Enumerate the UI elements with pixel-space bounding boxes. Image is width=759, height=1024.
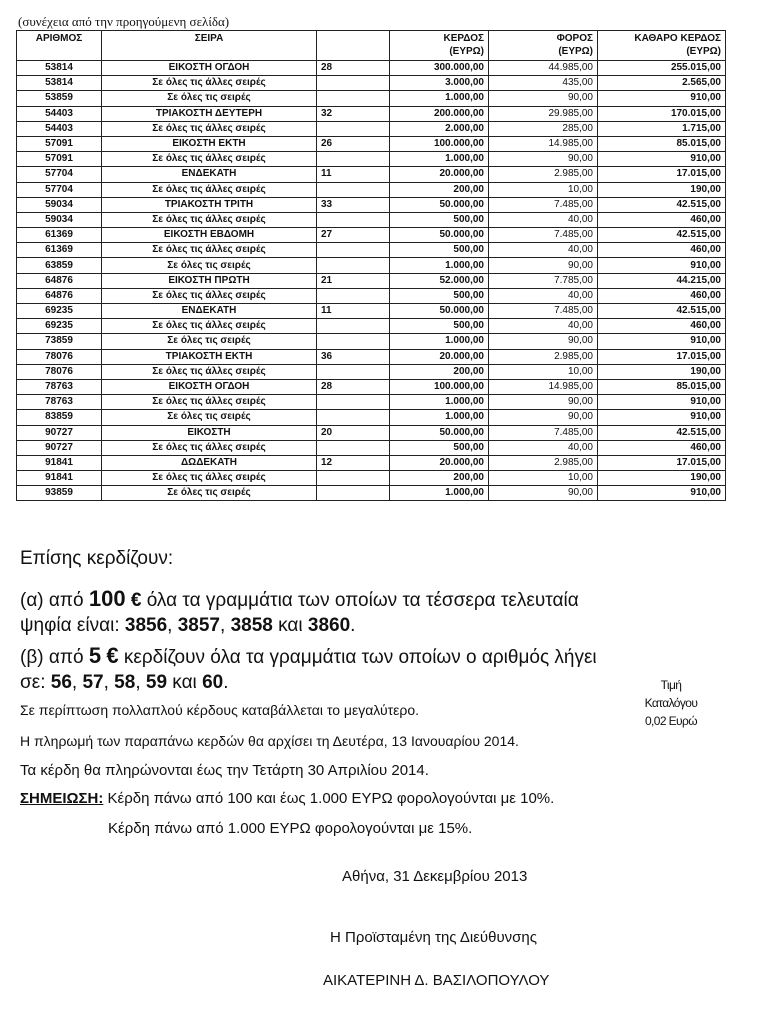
cell-number: 78076 — [17, 364, 102, 379]
cell-profit: 1.000,00 — [390, 395, 489, 410]
prize-a-end: . — [350, 615, 356, 636]
cell-net: 190,00 — [598, 182, 726, 197]
cell-net: 17.015,00 — [598, 349, 726, 364]
cell-tax: 14.985,00 — [489, 136, 598, 151]
cell-profit: 20.000,00 — [390, 349, 489, 364]
cell-series: ΕΙΚΟΣΤΗ ΕΒΔΟΜΗ — [102, 228, 317, 243]
cell-profit: 200,00 — [390, 182, 489, 197]
table-row — [17, 395, 726, 410]
cell-number: 64876 — [17, 288, 102, 303]
cell-series: ΕΙΚΟΣΤΗ — [102, 425, 317, 440]
cell-profit: 2.000,00 — [390, 121, 489, 136]
cell-net: 460,00 — [598, 440, 726, 455]
cell-number: 54403 — [17, 121, 102, 136]
cell-series: Σε όλες τις άλλες σειρές — [102, 319, 317, 334]
prize-b-n4: 59 — [145, 672, 168, 693]
table-row — [17, 243, 726, 258]
cell-series: ΔΩΔΕΚΑΤΗ — [102, 455, 317, 470]
tax-note-1-text: Κέρδη πάνω από 100 και έως 1.000 ΕΥΡΩ φορολογούνται με 10%. — [107, 790, 555, 807]
cell-series: ΕΝΔΕΚΑΤΗ — [102, 167, 317, 182]
cell-series-code: 27 — [317, 228, 390, 243]
cell-series-code: 12 — [317, 455, 390, 470]
cell-number: 61369 — [17, 243, 102, 258]
cell-number: 90727 — [17, 425, 102, 440]
cell-series-code — [317, 364, 390, 379]
cell-number: 57704 — [17, 182, 102, 197]
cell-tax: 40,00 — [489, 440, 598, 455]
cell-net: 910,00 — [598, 334, 726, 349]
cell-net: 17.015,00 — [598, 455, 726, 470]
prize-a-n3: 3858 — [230, 615, 273, 636]
cell-tax: 90,00 — [489, 395, 598, 410]
prize-a-n2: 3857 — [177, 615, 220, 636]
cell-tax: 10,00 — [489, 471, 598, 486]
prize-b-n3: 58 — [114, 672, 136, 693]
cell-tax: 7.785,00 — [489, 273, 598, 288]
table-row — [17, 455, 726, 470]
prize-b-n5: 60 — [202, 672, 224, 693]
continuation-note: (συνέχεια από την προηγούμενη σελίδα) — [18, 14, 230, 29]
cell-number: 59034 — [17, 197, 102, 212]
cell-series: ΕΙΚΟΣΤΗ ΠΡΩΤΗ — [102, 273, 317, 288]
tax-note-1 — [20, 790, 554, 807]
signer-title: Η Προϊσταμένη της Διεύθυνσης — [330, 929, 537, 946]
cell-net: 910,00 — [598, 486, 726, 501]
cell-net: 460,00 — [598, 319, 726, 334]
cell-net: 190,00 — [598, 471, 726, 486]
cell-tax: 2.985,00 — [489, 167, 598, 182]
cell-series-code: 21 — [317, 273, 390, 288]
cell-tax: 435,00 — [489, 76, 598, 91]
price-catalog-label: Καταλόγου — [644, 696, 698, 710]
prize-a-prefix: (α) από — [20, 590, 84, 611]
cell-profit: 1.000,00 — [390, 486, 489, 501]
cell-number: 53859 — [17, 91, 102, 106]
cell-tax: 90,00 — [489, 91, 598, 106]
cell-number: 90727 — [17, 440, 102, 455]
cell-series: Σε όλες τις σειρές — [102, 91, 317, 106]
header-tax — [489, 31, 598, 61]
cell-net: 910,00 — [598, 395, 726, 410]
cell-net: 170.015,00 — [598, 106, 726, 121]
cell-profit: 500,00 — [390, 288, 489, 303]
cell-series: Σε όλες τις άλλες σειρές — [102, 364, 317, 379]
cell-series-code — [317, 486, 390, 501]
cell-series-code — [317, 258, 390, 273]
cell-profit: 20.000,00 — [390, 167, 489, 182]
header-net-l1: ΚΑΘΑΡΟ ΚΕΡΔΟΣ — [634, 33, 721, 44]
cell-tax: 2.985,00 — [489, 349, 598, 364]
cell-number: 91841 — [17, 455, 102, 470]
cell-tax: 285,00 — [489, 121, 598, 136]
cell-series-code — [317, 121, 390, 136]
header-profit — [390, 31, 489, 61]
table-row — [17, 304, 726, 319]
cell-profit: 500,00 — [390, 212, 489, 227]
cell-series-code — [317, 410, 390, 425]
cell-tax: 40,00 — [489, 288, 598, 303]
cell-net: 460,00 — [598, 288, 726, 303]
cell-number: 64876 — [17, 273, 102, 288]
cell-tax: 2.985,00 — [489, 455, 598, 470]
cell-tax: 29.985,00 — [489, 106, 598, 121]
cell-profit: 500,00 — [390, 243, 489, 258]
table-row — [17, 152, 726, 167]
cell-series-code: 11 — [317, 167, 390, 182]
table-row — [17, 121, 726, 136]
cell-net: 910,00 — [598, 410, 726, 425]
table-row — [17, 228, 726, 243]
cell-tax: 90,00 — [489, 334, 598, 349]
table-row — [17, 440, 726, 455]
cell-series: ΤΡΙΑΚΟΣΤΗ ΕΚΤΗ — [102, 349, 317, 364]
results-table — [16, 30, 726, 501]
prize-b-n2: 57 — [82, 672, 104, 693]
table-row — [17, 486, 726, 501]
cell-profit: 500,00 — [390, 440, 489, 455]
cell-series: Σε όλες τις σειρές — [102, 486, 317, 501]
cell-profit: 300.000,00 — [390, 61, 489, 76]
cell-series-code — [317, 319, 390, 334]
cell-tax: 90,00 — [489, 258, 598, 273]
table-row — [17, 106, 726, 121]
cell-series-code — [317, 334, 390, 349]
cell-profit: 1.000,00 — [390, 410, 489, 425]
cell-net: 42.515,00 — [598, 228, 726, 243]
cell-series: ΤΡΙΑΚΟΣΤΗ ΤΡΙΤΗ — [102, 197, 317, 212]
cell-tax: 10,00 — [489, 182, 598, 197]
header-number: ΑΡΙΘΜΟΣ — [17, 31, 102, 61]
cell-number: 53814 — [17, 61, 102, 76]
cell-series-code: 20 — [317, 425, 390, 440]
cell-series: ΕΙΚΟΣΤΗ ΟΓΔΟΗ — [102, 379, 317, 394]
cell-series-code: 33 — [317, 197, 390, 212]
table-row — [17, 136, 726, 151]
cell-series-code: 28 — [317, 379, 390, 394]
payment-start-note: Η πληρωμή των παραπάνω κερδών θα αρχίσει τη Δευτέρα, 13 Ιανουαρίου 2014. — [20, 733, 519, 749]
cell-net: 44.215,00 — [598, 273, 726, 288]
header-net — [598, 31, 726, 61]
cell-profit: 1.000,00 — [390, 152, 489, 167]
cell-tax: 40,00 — [489, 212, 598, 227]
cell-number: 83859 — [17, 410, 102, 425]
price-value: 0,02 Ευρώ — [644, 714, 698, 728]
cell-profit: 50.000,00 — [390, 228, 489, 243]
cell-number: 57704 — [17, 167, 102, 182]
prize-b-end: . — [223, 672, 229, 693]
prize-a-n4: 3860 — [307, 615, 351, 636]
table-row — [17, 364, 726, 379]
cell-net: 255.015,00 — [598, 61, 726, 76]
table-row — [17, 258, 726, 273]
cell-tax: 40,00 — [489, 243, 598, 258]
table-row — [17, 197, 726, 212]
cell-net: 910,00 — [598, 258, 726, 273]
cell-number: 57091 — [17, 152, 102, 167]
payment-end-note: Τα κέρδη θα πληρώνονται έως την Τετάρτη 30 Απριλίου 2014. — [20, 762, 429, 779]
cell-series-code — [317, 91, 390, 106]
cell-number: 63859 — [17, 258, 102, 273]
cell-number: 93859 — [17, 486, 102, 501]
table-row — [17, 212, 726, 227]
cell-series-code — [317, 212, 390, 227]
cell-profit: 200.000,00 — [390, 106, 489, 121]
prize-a-paragraph: (α) από 100 € όλα τα γραμμάτια των οποίων τα τέσσερα τελευταία ψηφία είναι: 3856, 3857, 3858 και 3860. — [20, 586, 579, 636]
cell-tax: 90,00 — [489, 410, 598, 425]
prize-a-amount: 100 — [88, 586, 126, 611]
cell-number: 59034 — [17, 212, 102, 227]
cell-net: 42.515,00 — [598, 425, 726, 440]
tax-note-2: Κέρδη πάνω από 1.000 ΕΥΡΩ φορολογούνται με 15%. — [108, 820, 473, 837]
header-series-code — [317, 31, 390, 61]
table-row — [17, 334, 726, 349]
cell-profit: 20.000,00 — [390, 455, 489, 470]
cell-number: 78076 — [17, 349, 102, 364]
cell-series: Σε όλες τις σειρές — [102, 258, 317, 273]
cell-series: ΕΙΚΟΣΤΗ ΟΓΔΟΗ — [102, 61, 317, 76]
cell-series: Σε όλες τις άλλες σειρές — [102, 440, 317, 455]
cell-tax: 14.985,00 — [489, 379, 598, 394]
table-row — [17, 349, 726, 364]
prize-b-text2: σε: — [20, 672, 46, 693]
prize-a-text2: ψηφία είναι: — [20, 615, 120, 636]
cell-net: 85.015,00 — [598, 379, 726, 394]
table-row — [17, 379, 726, 394]
cell-net: 910,00 — [598, 152, 726, 167]
cell-tax: 44.985,00 — [489, 61, 598, 76]
cell-net: 1.715,00 — [598, 121, 726, 136]
cell-series: Σε όλες τις άλλες σειρές — [102, 243, 317, 258]
cell-series: Σε όλες τις άλλες σειρές — [102, 182, 317, 197]
cell-profit: 200,00 — [390, 364, 489, 379]
prize-a-text1: όλα τα γραμμάτια των οποίων τα τέσσερα τελευταία — [146, 590, 579, 611]
cell-series: ΤΡΙΑΚΟΣΤΗ ΔΕΥΤΕΡΗ — [102, 106, 317, 121]
header-net-l2: (ΕΥΡΩ) — [686, 46, 721, 57]
cell-series-code: 26 — [317, 136, 390, 151]
cell-series: Σε όλες τις άλλες σειρές — [102, 471, 317, 486]
cell-tax: 40,00 — [489, 319, 598, 334]
prize-b-n1: 56 — [50, 672, 72, 693]
note-label: ΣΗΜΕΙΩΣΗ: — [20, 790, 104, 807]
cell-net: 85.015,00 — [598, 136, 726, 151]
cell-series-code: 28 — [317, 61, 390, 76]
cell-series: Σε όλες τις σειρές — [102, 334, 317, 349]
signer-name: ΑΙΚΑΤΕΡΙΝΗ Δ. ΒΑΣΙΛΟΠΟΥΛΟΥ — [323, 972, 550, 989]
cell-profit: 200,00 — [390, 471, 489, 486]
cell-net: 42.515,00 — [598, 304, 726, 319]
cell-tax: 7.485,00 — [489, 228, 598, 243]
cell-profit: 100.000,00 — [390, 379, 489, 394]
cell-number: 91841 — [17, 471, 102, 486]
cell-series-code — [317, 76, 390, 91]
header-profit-l1: ΚΕΡΔΟΣ — [443, 33, 484, 44]
cell-profit: 50.000,00 — [390, 197, 489, 212]
cell-number: 69235 — [17, 304, 102, 319]
cell-series: Σε όλες τις άλλες σειρές — [102, 212, 317, 227]
table-row — [17, 288, 726, 303]
table-row — [17, 182, 726, 197]
price-label: Τιμή — [660, 678, 682, 692]
cell-tax: 7.485,00 — [489, 304, 598, 319]
cell-net: 460,00 — [598, 212, 726, 227]
cell-net: 17.015,00 — [598, 167, 726, 182]
cell-series: Σε όλες τις άλλες σειρές — [102, 76, 317, 91]
cell-series: Σε όλες τις σειρές — [102, 410, 317, 425]
cell-net: 190,00 — [598, 364, 726, 379]
header-tax-l1: ΦΟΡΟΣ — [556, 33, 593, 44]
cell-number: 69235 — [17, 319, 102, 334]
cell-number: 73859 — [17, 334, 102, 349]
cell-profit: 100.000,00 — [390, 136, 489, 151]
header-tax-l2: (ΕΥΡΩ) — [558, 46, 593, 57]
table-row — [17, 273, 726, 288]
cell-number: 54403 — [17, 106, 102, 121]
cell-net: 910,00 — [598, 91, 726, 106]
header-profit-l2: (ΕΥΡΩ) — [449, 46, 484, 57]
issue-date: Αθήνα, 31 Δεκεμβρίου 2013 — [342, 868, 528, 885]
prize-a-euro: € — [130, 590, 142, 611]
cell-series-code: 36 — [317, 349, 390, 364]
cell-series-code — [317, 395, 390, 410]
prize-b-text1: κερδίζουν όλα τα γραμμάτια των οποίων ο αριθμός λήγει — [123, 647, 597, 668]
cell-series-code — [317, 243, 390, 258]
cell-series: Σε όλες τις άλλες σειρές — [102, 288, 317, 303]
cell-profit: 52.000,00 — [390, 273, 489, 288]
cell-profit: 500,00 — [390, 319, 489, 334]
table-row — [17, 76, 726, 91]
cell-series: ΕΙΚΟΣΤΗ ΕΚΤΗ — [102, 136, 317, 151]
prize-b-prefix: (β) από — [20, 647, 84, 668]
table-row — [17, 425, 726, 440]
cell-tax: 10,00 — [489, 364, 598, 379]
cell-net: 42.515,00 — [598, 197, 726, 212]
cell-number: 78763 — [17, 395, 102, 410]
cell-profit: 1.000,00 — [390, 91, 489, 106]
cell-profit: 50.000,00 — [390, 304, 489, 319]
cell-series: Σε όλες τις άλλες σειρές — [102, 121, 317, 136]
prize-b-paragraph: (β) από 5 € κερδίζουν όλα τα γραμμάτια των οποίων ο αριθμός λήγει σε: 56, 57, 58, 59 και 60. — [20, 643, 597, 693]
prize-b-amount: 5 — [88, 643, 102, 668]
cell-profit: 3.000,00 — [390, 76, 489, 91]
cell-number: 53814 — [17, 76, 102, 91]
cell-series: Σε όλες τις άλλες σειρές — [102, 395, 317, 410]
cell-tax: 7.485,00 — [489, 197, 598, 212]
cell-profit: 1.000,00 — [390, 258, 489, 273]
cell-tax: 90,00 — [489, 152, 598, 167]
prize-b-euro: € — [106, 643, 119, 668]
table-row — [17, 91, 726, 106]
table-row — [17, 319, 726, 334]
prize-a-and: και — [278, 615, 303, 636]
cell-series: Σε όλες τις άλλες σειρές — [102, 152, 317, 167]
cell-series-code: 32 — [317, 106, 390, 121]
cell-number: 61369 — [17, 228, 102, 243]
cell-series-code: 11 — [317, 304, 390, 319]
table-header-row — [17, 31, 726, 61]
table-row — [17, 410, 726, 425]
cell-tax: 90,00 — [489, 486, 598, 501]
cell-series-code — [317, 182, 390, 197]
cell-net: 2.565,00 — [598, 76, 726, 91]
multi-prize-note: Σε περίπτωση πολλαπλού κέρδους καταβάλλεται το μεγαλύτερο. — [20, 702, 420, 718]
cell-number: 78763 — [17, 379, 102, 394]
prize-a-n1: 3856 — [124, 615, 168, 636]
prize-b-and: και — [172, 672, 197, 693]
cell-net: 460,00 — [598, 243, 726, 258]
catalog-price — [636, 676, 706, 730]
table-row — [17, 471, 726, 486]
cell-tax: 7.485,00 — [489, 425, 598, 440]
cell-profit: 1.000,00 — [390, 334, 489, 349]
table-row — [17, 61, 726, 76]
also-win-heading: Επίσης κερδίζουν: — [20, 548, 174, 569]
cell-profit: 50.000,00 — [390, 425, 489, 440]
cell-series-code — [317, 440, 390, 455]
cell-series: ΕΝΔΕΚΑΤΗ — [102, 304, 317, 319]
cell-series-code — [317, 471, 390, 486]
cell-series-code — [317, 152, 390, 167]
cell-number: 57091 — [17, 136, 102, 151]
table-row — [17, 167, 726, 182]
cell-series-code — [317, 288, 390, 303]
header-series: ΣΕΙΡΑ — [102, 31, 317, 61]
